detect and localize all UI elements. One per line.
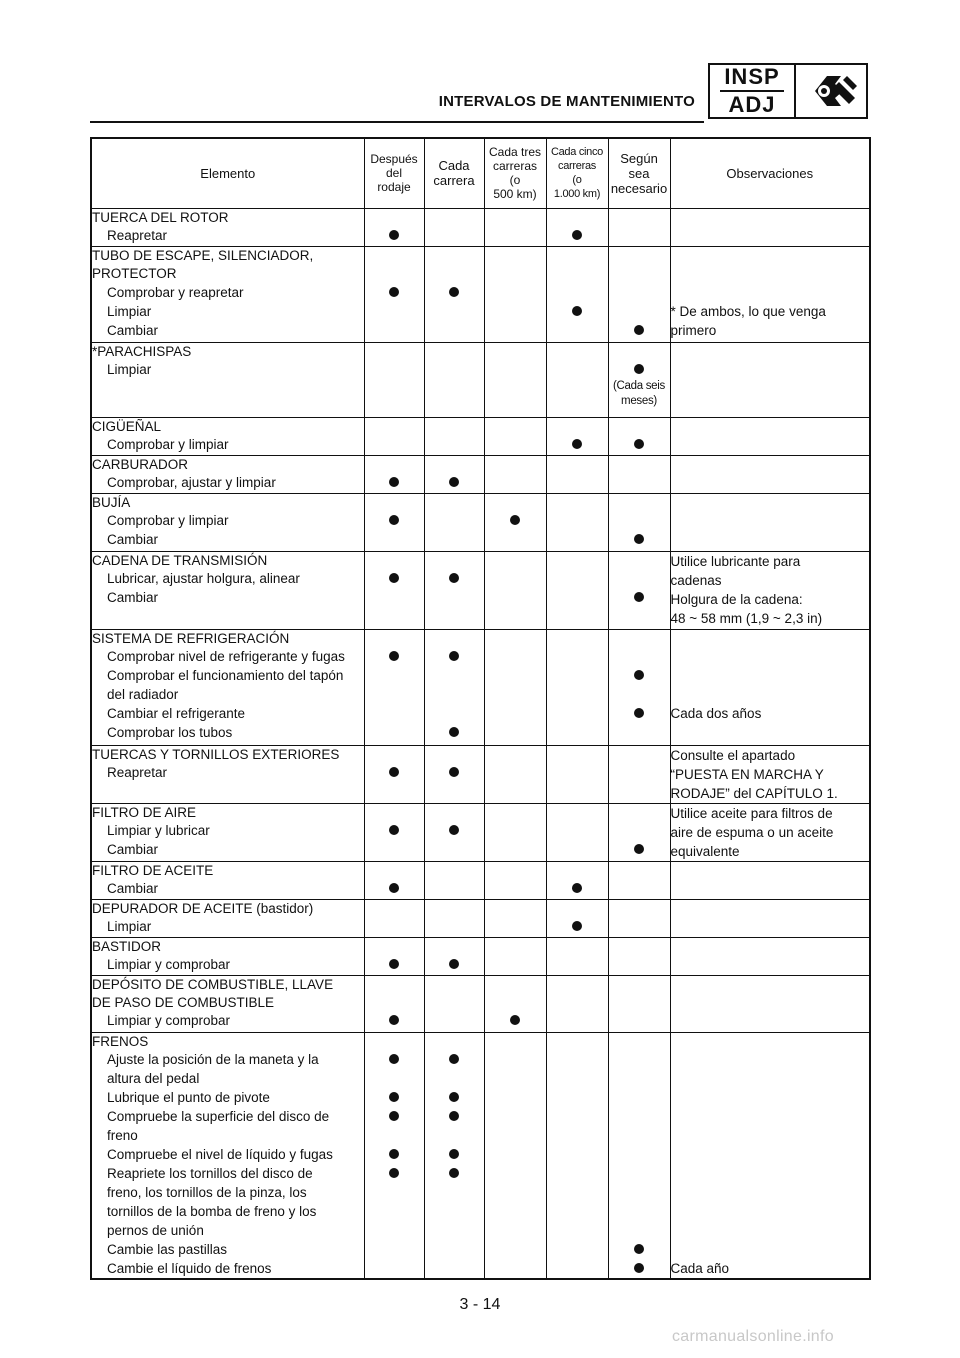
dot-mark <box>389 825 399 835</box>
dot-mark <box>634 364 644 374</box>
table-row: *PARACHISPAS Limpiar (Cada seis meses) <box>91 342 870 417</box>
badge-text <box>710 65 796 117</box>
dot-mark <box>389 1092 399 1102</box>
watermark: carmanualsonline.info <box>672 1328 834 1345</box>
table-row: DEPÓSITO DE COMBUSTIBLE, LLAVE DE PASO DE COMBUSTIBLE Limpiar y comprobar <box>91 975 870 1032</box>
header-rule <box>90 121 704 123</box>
table-row: BASTIDOR Limpiar y comprobar <box>91 937 870 975</box>
table-row: CADENA DE TRANSMISIÓN Lubricar, ajustar holgura, alinear Cambiar Utilice lubricante para cadenas Holgura de la cadena: 48 ~ 58 mm (1,9 ~ 2,3 in) <box>91 551 870 629</box>
dot-mark <box>449 1111 459 1121</box>
dot-mark <box>389 1111 399 1121</box>
col-header-cada-carrera: Cada carrera <box>424 138 484 208</box>
col-header-elemento: Elemento <box>91 138 364 208</box>
dot-mark <box>449 651 459 661</box>
table-row: CIGÜEÑAL Comprobar y limpiar <box>91 417 870 455</box>
dot-mark <box>634 844 644 854</box>
dot-mark <box>572 883 582 893</box>
table-row: TUERCA DEL ROTOR Reapretar <box>91 208 870 246</box>
dot-mark <box>389 651 399 661</box>
badge-top-label: INSP <box>724 64 780 89</box>
col-header-cada-tres-carreras: Cada tres carreras (o 500 km) <box>484 138 546 208</box>
dot-mark <box>572 306 582 316</box>
dot-mark <box>449 573 459 583</box>
col-header-cada-cinco-carreras: Cada cinco carreras (o 1.000 km) <box>546 138 608 208</box>
dot-mark <box>634 439 644 449</box>
dot-mark <box>572 230 582 240</box>
dot-mark <box>449 287 459 297</box>
table-row: FRENOS Ajuste la posición de la maneta y la altura del pedal Lubrique el punto de pivote Compruebe la superficie del disco de freno Compruebe el nivel de líquido y fugas Reapriete los tornillos del disco de freno, los tornillos de la pinza, los tornillos de la bomba de freno y los pernos de unión Cambie las pastillas Cambie el líquido de frenos Cada año <box>91 1032 870 1279</box>
dot-mark <box>510 515 520 525</box>
dot-mark <box>572 439 582 449</box>
table-row: BUJÍA Comprobar y limpiar Cambiar <box>91 493 870 551</box>
dot-mark <box>389 287 399 297</box>
dot-mark <box>449 1092 459 1102</box>
dot-mark <box>634 1244 644 1254</box>
dot-mark <box>389 230 399 240</box>
table-row: FILTRO DE ACEITE Cambiar <box>91 861 870 899</box>
interval-note: (Cada seis meses) <box>613 379 665 407</box>
dot-mark <box>449 477 459 487</box>
dot-mark <box>634 592 644 602</box>
col-header-observaciones: Observaciones <box>670 138 870 208</box>
section-title: INTERVALOS DE MANTENIMIENTO <box>438 93 695 110</box>
dot-mark <box>634 708 644 718</box>
dot-mark <box>389 1149 399 1159</box>
dot-mark <box>449 1149 459 1159</box>
dot-mark <box>634 1263 644 1273</box>
insp-adj-badge <box>708 63 868 119</box>
dot-mark <box>634 670 644 680</box>
table-row: SISTEMA DE REFRIGERACIÓN Comprobar nivel de refrigerante y fugas Comprobar el funcionamiento del tapón del radiador Cambiar el refrigerante Comprobar los tubos Cada dos años <box>91 629 870 745</box>
dot-mark <box>389 1054 399 1064</box>
dot-mark <box>389 573 399 583</box>
dot-mark <box>389 959 399 969</box>
dot-mark <box>389 767 399 777</box>
dot-mark <box>449 959 459 969</box>
dot-mark <box>449 1168 459 1178</box>
table-row: DEPURADOR DE ACEITE (bastidor) Limpiar <box>91 899 870 937</box>
dot-mark <box>634 534 644 544</box>
wrench-nut-icon <box>796 65 866 117</box>
dot-mark <box>510 1015 520 1025</box>
col-header-segun-sea-necesario: Según sea necesario <box>608 138 670 208</box>
dot-mark <box>634 325 644 335</box>
maintenance-table <box>90 137 871 1280</box>
page-number: 3 - 14 <box>459 1296 501 1313</box>
table-row: TUBO DE ESCAPE, SILENCIADOR, PROTECTOR Comprobar y reapretar Limpiar Cambiar * De ambos, lo que venga primero <box>91 246 870 342</box>
dot-mark <box>389 477 399 487</box>
dot-mark <box>572 921 582 931</box>
dot-mark <box>389 883 399 893</box>
dot-mark <box>449 727 459 737</box>
dot-mark <box>389 1015 399 1025</box>
table-row: CARBURADOR Comprobar, ajustar y limpiar <box>91 455 870 493</box>
dot-mark <box>449 1054 459 1064</box>
dot-mark <box>449 825 459 835</box>
dot-mark <box>389 515 399 525</box>
col-header-despues-rodaje: Después del rodaje <box>364 138 424 208</box>
badge-bottom-label: ADJ <box>728 92 776 117</box>
dot-mark <box>389 1168 399 1178</box>
dot-mark <box>449 767 459 777</box>
table-row: TUERCAS Y TORNILLOS EXTERIORES Reapretar Consulte el apartado “PUESTA EN MARCHA Y RODAJE” del CAPÍTULO 1. <box>91 745 870 803</box>
table-row: FILTRO DE AIRE Limpiar y lubricar Cambiar Utilice aceite para filtros de aire de espuma o un aceite equivalente <box>91 803 870 861</box>
table-header-row <box>91 138 870 208</box>
